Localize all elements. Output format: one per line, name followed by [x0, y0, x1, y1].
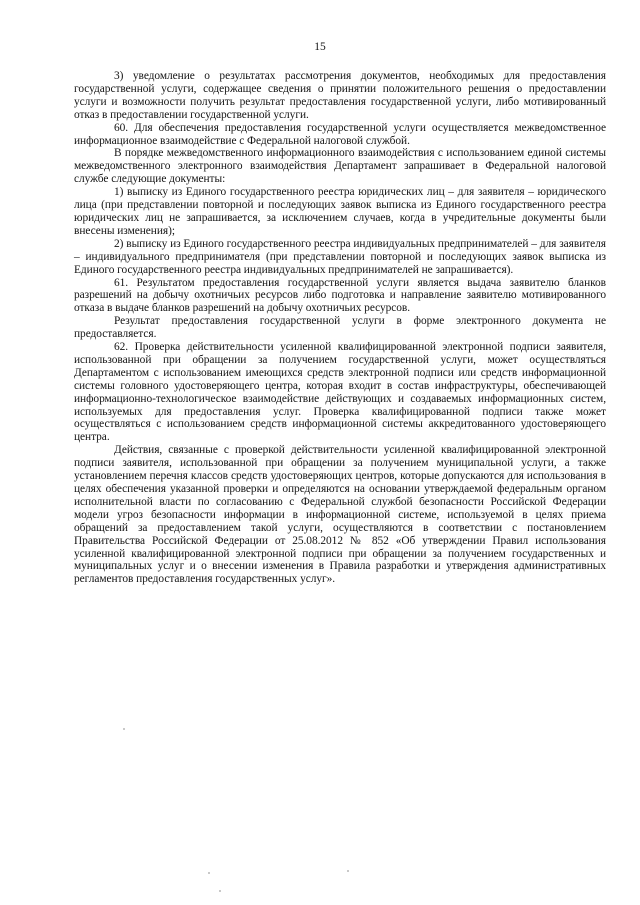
page-number: 15	[314, 41, 326, 53]
paragraph-item-2-entrepreneurs-extract: 2) выписку из Единого государственного реестра индивидуальных предпринимателей – для заявителя – индивидуального предпринимателя (при представлении повторной и последующих заявок выписка из Единого государственного реестра индивидуальных предпринимателей не запрашивается).	[74, 237, 606, 276]
scan-speck	[208, 872, 210, 874]
paragraph-clause-61: 61. Результатом предоставления государственной услуги является выдача заявителю бланков разрешений на добычу охотничьих ресурсов либо подготовка и направление заявителю мотивированного отказа в выдаче бланков разрешений на добычу охотничьих ресурсов.	[74, 276, 606, 315]
paragraph-electronic-result: Результат предоставления государственной услуги в форме электронного документа не предоставляется.	[74, 315, 606, 341]
scan-speck	[123, 728, 125, 730]
scan-speck	[219, 890, 221, 892]
paragraph-signature-verification-actions: Действия, связанные с проверкой действительности усиленной квалифицированной электронной подписи заявителя, использованной при обращении за получением муниципальной услуги, а также установлением перечня классов средств удостоверяющих центров, которые допускаются для использования в целях обеспечения указанной проверки и определяются на основании утверждаемой федеральным органом исполнительной власти по согласованию с Федеральной службой безопасности Российской Федерации модели угроз безопасности информации в информационной системе, используемой в целях приема обращений за предоставлением такой услуги, осуществляются в соответствии с постановлением Правительства Российской Федерации от 25.08.2012 № 852 «Об утверждении Правил использования усиленной квалифицированной электронной подписи при обращении за получением государственных и муниципальных услуг и о внесении изменения в Правила разработки и утверждения административных регламентов предоставления государственных услуг».	[74, 444, 606, 586]
scan-speck	[347, 870, 349, 872]
paragraph-item-1-legal-entities-extract: 1) выписку из Единого государственного реестра юридических лиц – для заявителя – юридического лица (при представлении повторной и последующих заявок выписка из Единого государственного реестра юридических лиц не запрашивается, за исключением случаев, когда в учредительные документы были внесены изменения);	[74, 186, 606, 237]
paragraph-clause-60: 60. Для обеспечения предоставления государственной услуги осуществляется межведомственное информационное взаимодействие с Федеральной налоговой службой.	[74, 121, 606, 147]
document-body	[74, 70, 606, 586]
paragraph-interagency-request: В порядке межведомственного информационного взаимодействия с использованием единой системы межведомственного электронного взаимодействия Департамент запрашивает в Федеральной налоговой службе следующие документы:	[74, 147, 606, 186]
paragraph-item-3-notification: 3) уведомление о результатах рассмотрения документов, необходимых для предоставления государственной услуги, содержащее сведения о принятии положительного решения о предоставлении услуги и возможности получить результат предоставления государственной услуги, либо мотивированный отказ в предоставлении государственной услуги.	[74, 70, 606, 121]
paragraph-clause-62: 62. Проверка действительности усиленной квалифицированной электронной подписи заявителя, использованной при обращении за получением государственной услуги, может осуществляться Департаментом с использованием имеющихся средств электронной подписи или средств информационной системы головного удостоверяющего центра, которая входит в состав инфраструктуры, обеспечивающей информационно-технологическое взаимодействие действующих и создаваемых информационных систем, используемых для предоставления услуг. Проверка квалифицированной подписи также может осуществляться с использованием средств информационной системы аккредитованного удостоверяющего центра.	[74, 341, 606, 444]
